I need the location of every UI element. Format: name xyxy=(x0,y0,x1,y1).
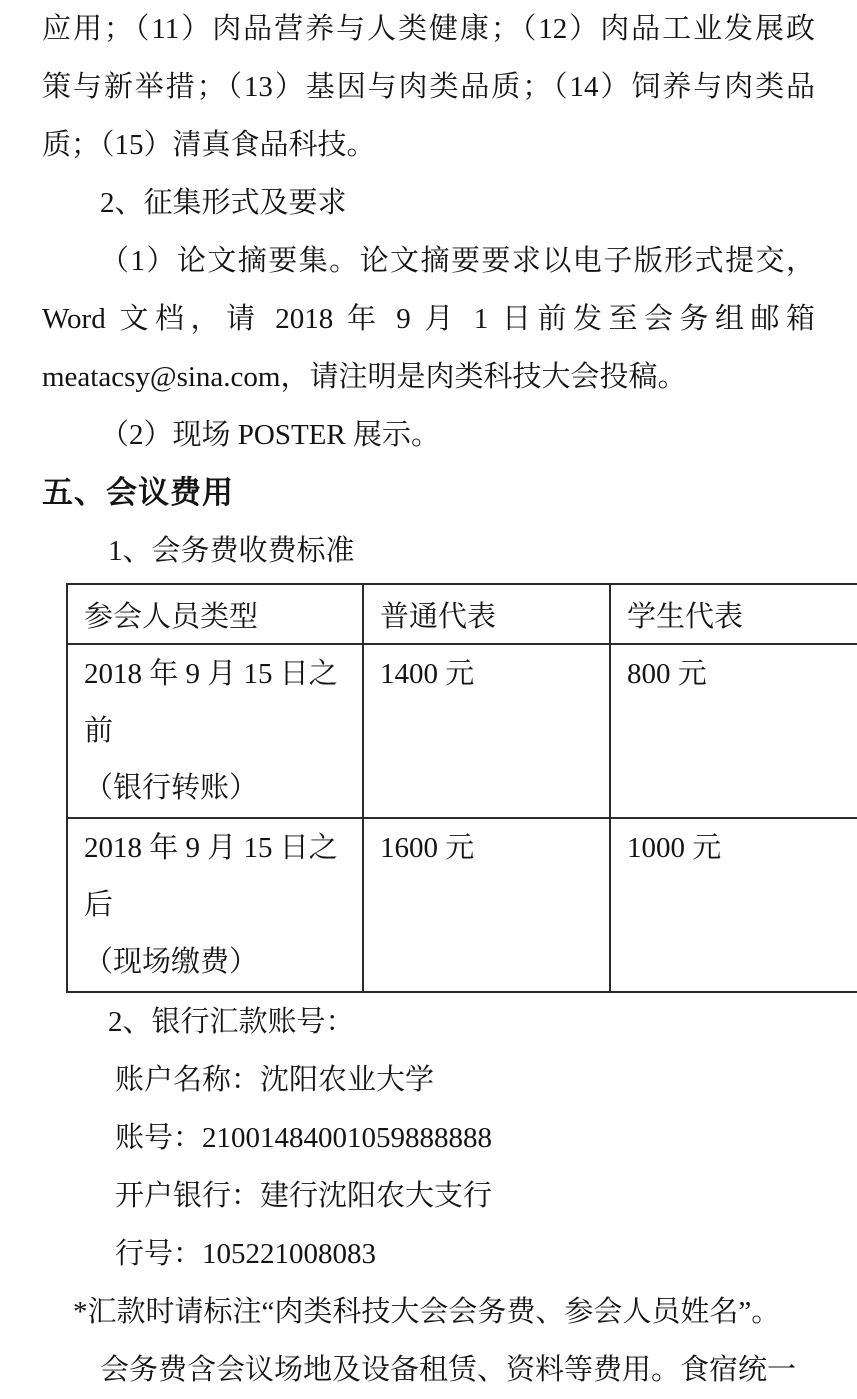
cell-period-before xyxy=(67,644,363,818)
topics-paragraph-line-3: 质；（15）清真食品科技。 xyxy=(42,129,376,161)
poster-line: （2）现场 POSTER 展示。 xyxy=(100,419,440,451)
cell-period-after-method: （现场缴费） xyxy=(84,946,259,978)
topics-paragraph-line-2: 策与新举措；（13）基因与肉类品质；（14）饲养与肉类品 xyxy=(42,71,815,103)
fee-standard-heading: 1、会务费收费标准 xyxy=(108,535,355,567)
abstract-paragraph-line-3: meatacsy@sina.com，请注明是肉类科技大会投稿。 xyxy=(42,361,687,393)
fees-table xyxy=(66,583,857,993)
account-name-line: 账户名称：沈阳农业大学 xyxy=(115,1064,435,1096)
cell-student-fee-before: 800 元 xyxy=(610,644,857,818)
cell-period-before-method: （银行转账） xyxy=(84,772,259,804)
cell-student-fee-after: 1000 元 xyxy=(610,818,857,992)
cell-period-after xyxy=(67,818,363,992)
account-number-line: 账号：21001484001059888888 xyxy=(115,1122,493,1154)
cell-regular-fee-after: 1600 元 xyxy=(363,818,610,992)
header-cell-student-delegate: 学生代表 xyxy=(610,584,857,644)
remittance-note-line: *汇款时请标注“肉类科技大会会务费、参会人员姓名”。 xyxy=(73,1296,781,1328)
submission-format-heading: 2、征集形式及要求 xyxy=(100,187,347,219)
fees-table-row-before-deadline xyxy=(67,644,857,818)
bank-remittance-heading: 2、银行汇款账号： xyxy=(108,1006,355,1038)
conference-fee-section-heading: 五、会议费用 xyxy=(42,475,234,510)
abstract-paragraph-line-1: （1）论文摘要集。论文摘要要求以电子版形式提交， xyxy=(100,245,815,277)
topics-paragraph-line-1: 应用；（11）肉品营养与人类健康；（12）肉品工业发展政 xyxy=(42,13,815,45)
header-cell-regular-delegate: 普通代表 xyxy=(363,584,610,644)
bank-code-line: 行号：105221008083 xyxy=(115,1238,377,1270)
cell-period-after-date: 2018 年 9 月 15 日之后 xyxy=(84,832,338,921)
document-body xyxy=(42,0,815,1399)
cell-period-before-date: 2018 年 9 月 15 日之前 xyxy=(84,658,338,747)
header-cell-attendee-type: 参会人员类型 xyxy=(67,584,363,644)
fee-coverage-note-line: 会务费含会议场地及设备租赁、资料等费用。食宿统一 xyxy=(100,1354,797,1386)
fees-table-header-row xyxy=(67,584,857,644)
abstract-paragraph-line-2: Word 文档，请 2018 年 9 月 1 日前发至会务组邮箱 xyxy=(42,303,815,335)
cell-regular-fee-before: 1400 元 xyxy=(363,644,610,818)
bank-branch-line: 开户银行：建行沈阳农大支行 xyxy=(115,1180,493,1212)
fees-table-row-after-deadline xyxy=(67,818,857,992)
